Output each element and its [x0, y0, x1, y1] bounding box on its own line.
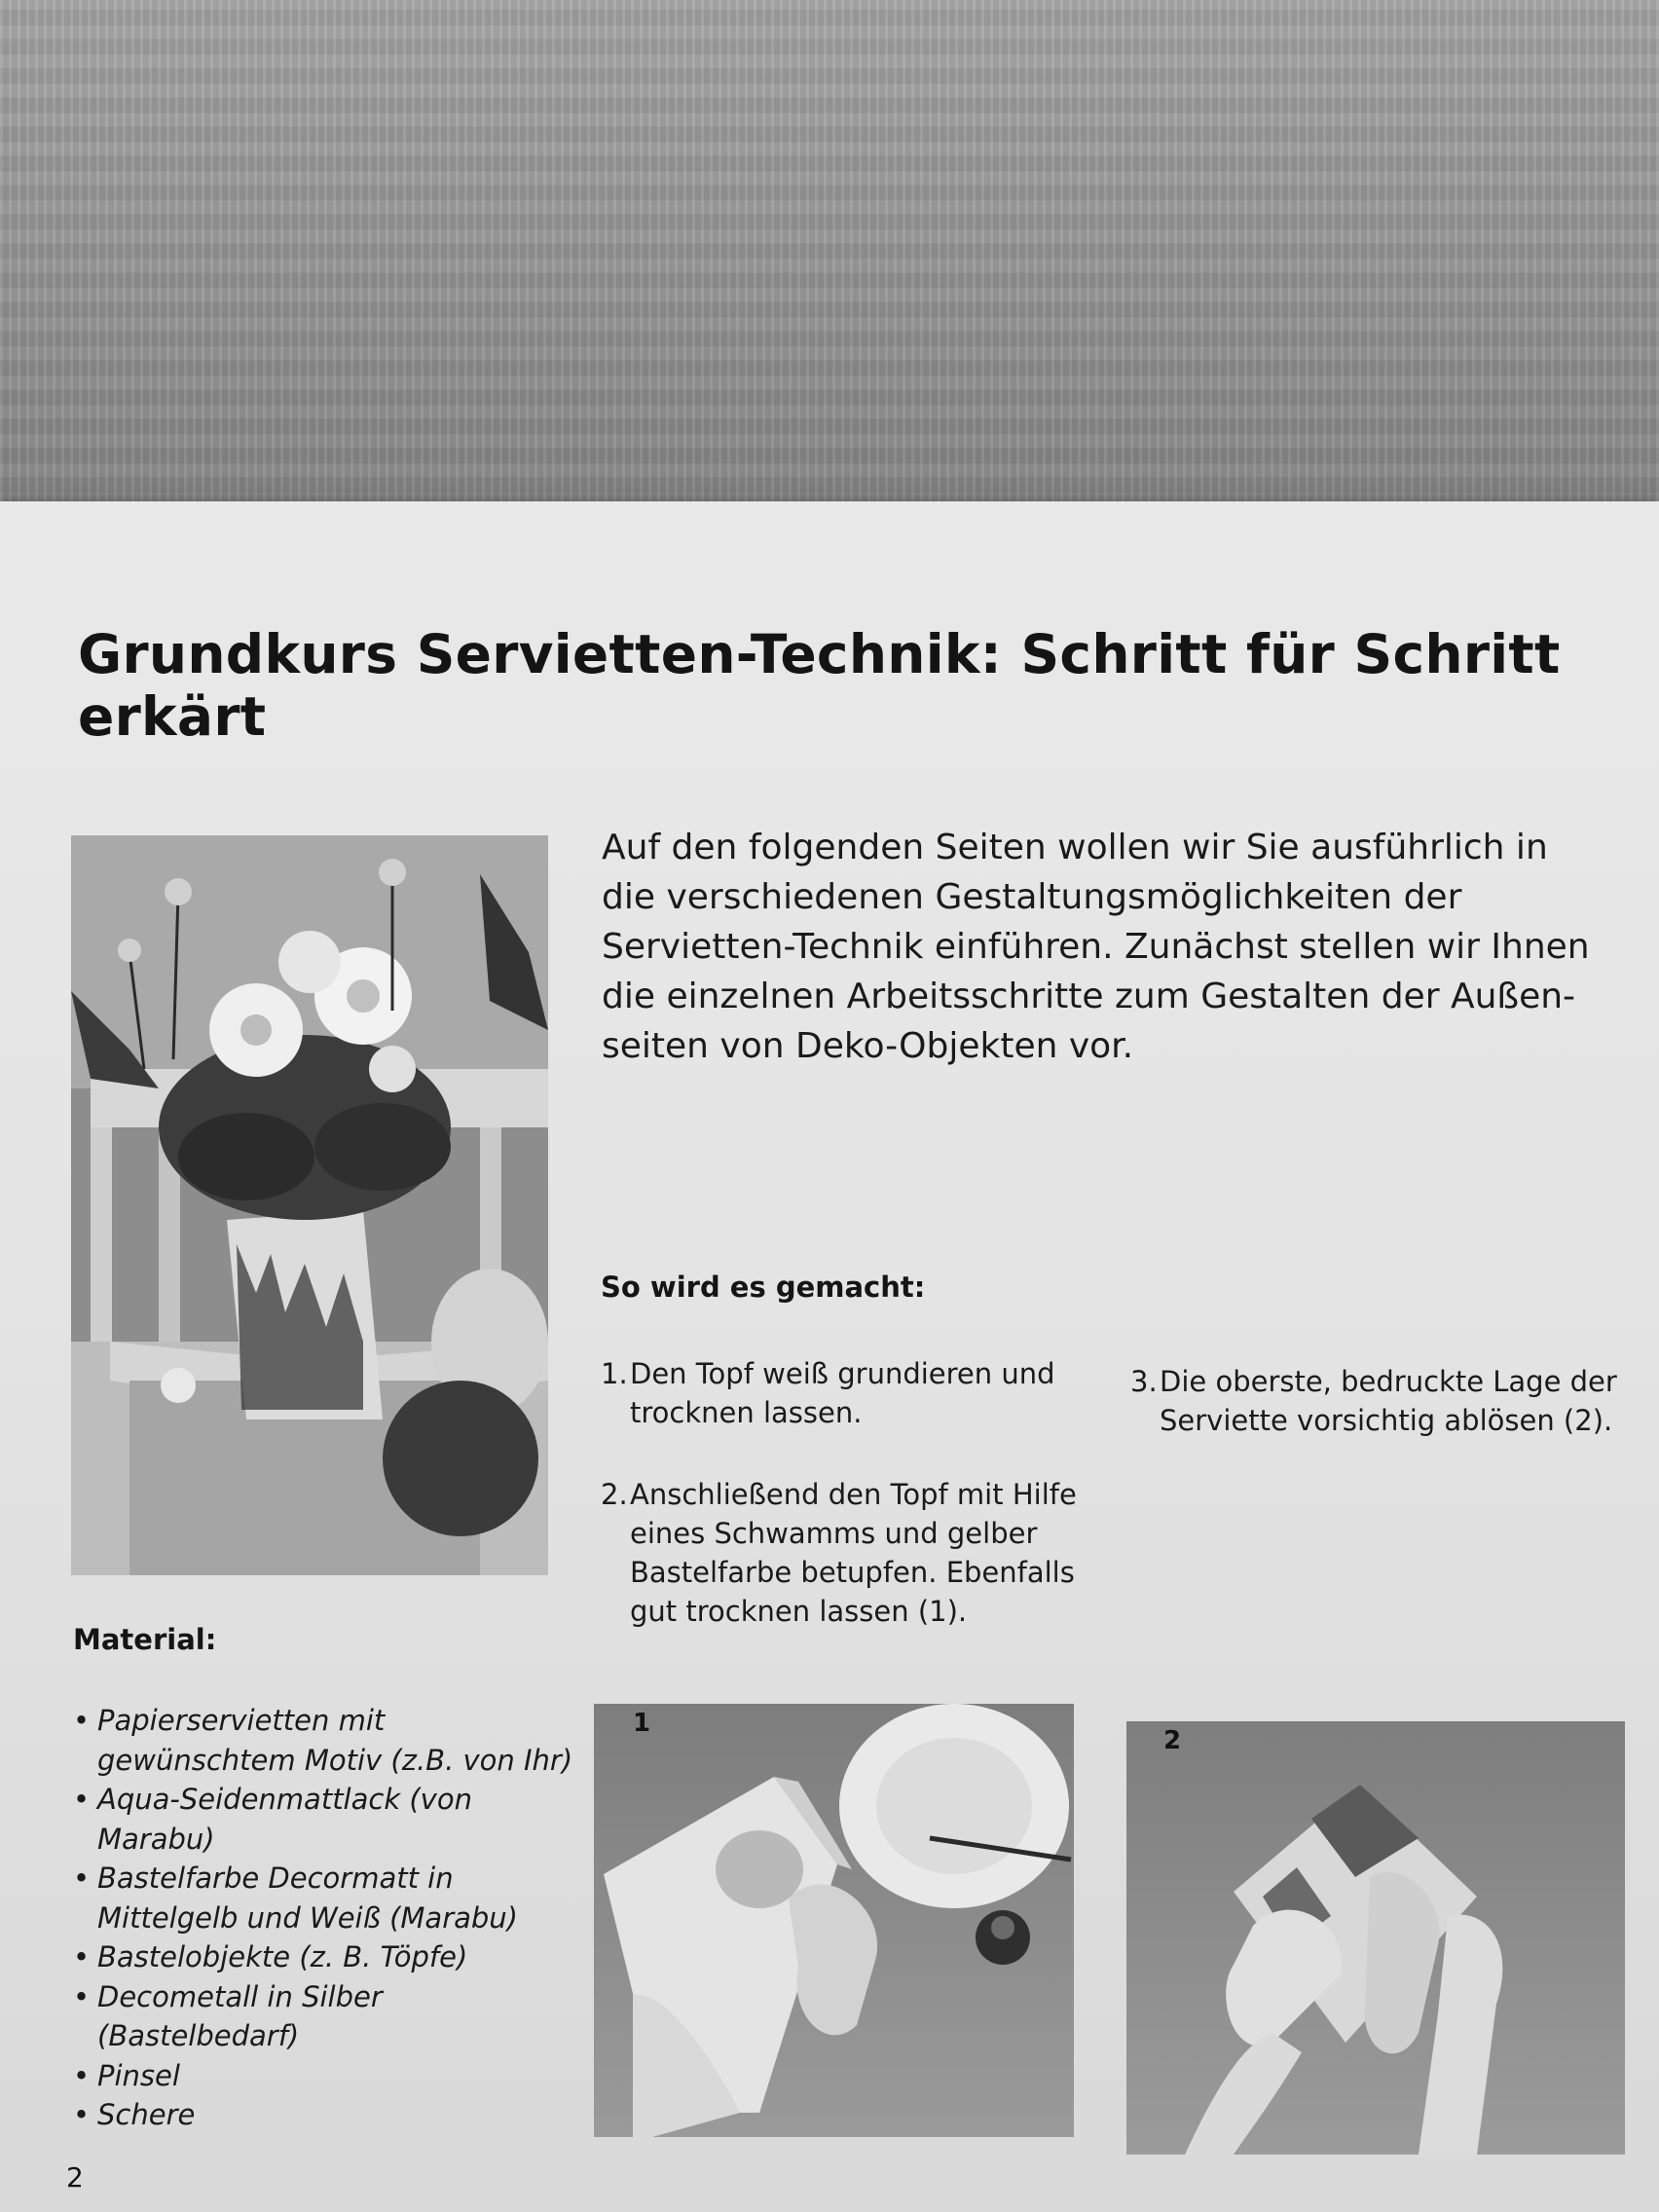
step-text: Die oberste, bedruckte Lage der Serviette vorsichtig ablösen (2). — [1160, 1365, 1617, 1437]
howto-heading: So wird es gemacht: — [601, 1271, 926, 1304]
book-page — [0, 501, 1659, 2212]
material-item — [73, 1780, 579, 1859]
bullet: • — [73, 2058, 91, 2092]
step-3 — [1130, 1362, 1617, 1440]
flower-pot-photo — [71, 835, 548, 1575]
material-item — [73, 1937, 579, 1977]
step-photo-2 — [1126, 1721, 1625, 2155]
page-title: Grundkurs Servietten-Technik: Schritt für Schritt erkärt — [78, 623, 1561, 748]
material-item-text: Schere — [97, 2098, 196, 2131]
step-number: 3. — [1130, 1365, 1158, 1398]
step-text: Den Topf weiß grundieren und trocknen lassen. — [630, 1357, 1055, 1429]
material-item-text: Pinsel — [97, 2058, 180, 2092]
material-item-text: Decometall in Silber (Bastelbedarf) — [97, 1979, 383, 2052]
step-2 — [601, 1475, 1078, 1631]
step-number: 1. — [601, 1357, 628, 1390]
photo-2-number: 2 — [1163, 1726, 1182, 1755]
bullet: • — [73, 1979, 91, 2013]
bullet: • — [73, 1940, 91, 1973]
material-heading: Material: — [73, 1623, 217, 1656]
background-surface — [0, 0, 1659, 506]
page-number: 2 — [66, 2161, 84, 2194]
material-item — [73, 1701, 579, 1780]
material-item — [73, 2056, 579, 2096]
material-item-text: Papierservietten mit gewünschtem Motiv (z.B. von Ihr) — [97, 1704, 573, 1777]
bullet: • — [73, 1783, 91, 1816]
step-photo-1 — [594, 1704, 1074, 2137]
material-item — [73, 1977, 579, 2056]
material-item-text: Bastelobjekte (z. B. Töpfe) — [97, 1940, 468, 1973]
intro-paragraph: Auf den folgenden Seiten wollen wir Sie ausführlich in die verschiedenen Gestaltungsmöglichkeiten der Servietten-Technik einführen. Zunächst stellen wir Ihnen die einzelnen Arbeitsschritte zum Gestalten der Außen-seiten von Deko-Objekten vor. — [602, 828, 1590, 1066]
bullet: • — [73, 1862, 91, 1895]
material-item — [73, 1859, 579, 1937]
material-list — [73, 1701, 579, 2135]
material-item-text: Aqua-Seidenmattlack (von Marabu) — [97, 1783, 472, 1856]
material-item — [73, 2095, 579, 2135]
material-item-text: Bastelfarbe Decormatt in Mittelgelb und Weiß (Marabu) — [97, 1862, 518, 1935]
photo-1-number: 1 — [633, 1709, 651, 1738]
bullet: • — [73, 2098, 91, 2131]
bullet: • — [73, 1704, 91, 1737]
step-text: Anschließend den Topf mit Hilfe eines Schwamms und gelber Bastelfarbe betupfen. Ebenfalls gut trocknen lassen (1). — [630, 1478, 1077, 1628]
step-1 — [601, 1354, 1058, 1432]
step-number: 2. — [601, 1478, 628, 1511]
